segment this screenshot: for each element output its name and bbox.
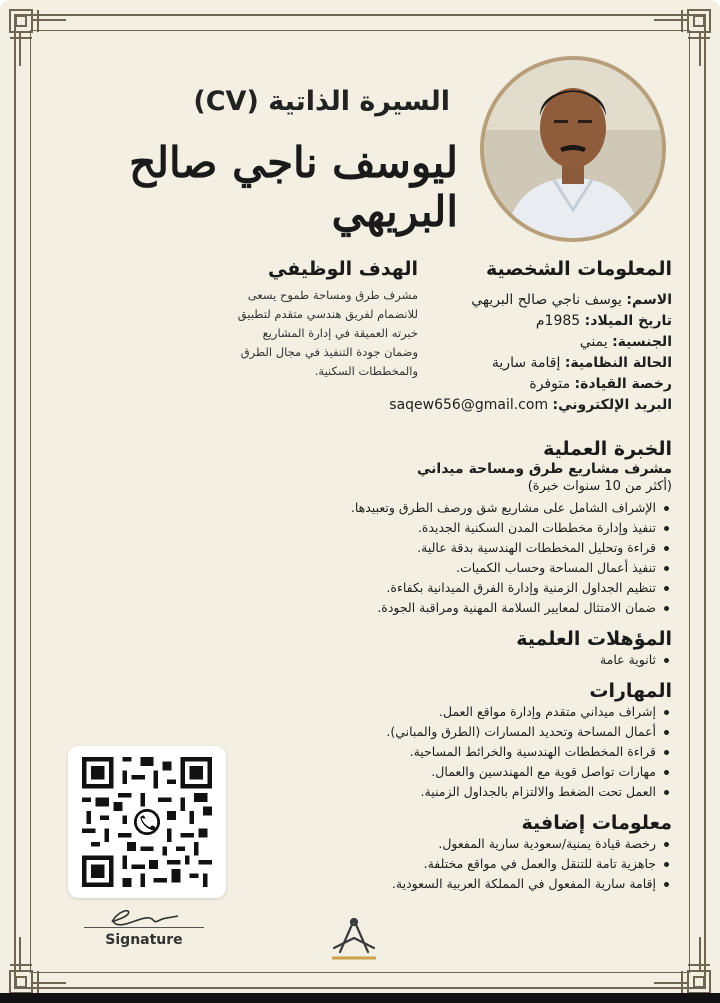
list-item: إقامة سارية المفعول في المملكة العربية السعودية. bbox=[242, 874, 656, 894]
experience-duration: (أكثر من 10 سنوات خبرة) bbox=[527, 479, 672, 494]
skills-heading: المهارات bbox=[589, 680, 672, 702]
main-column bbox=[242, 428, 672, 894]
list-item: مهارات تواصل قوية مع المهندسين والعمال. bbox=[242, 762, 656, 782]
list-item: الإشراف الشامل على مشاريع شق ورصف الطرق وتعبيدها. bbox=[242, 498, 656, 518]
career-goal-section bbox=[232, 258, 418, 381]
list-item: تنفيذ وإدارة مخططات المدن السكنية الجديدة. bbox=[242, 518, 656, 538]
list-item: العمل تحت الضغط والالتزام بالجداول الزمنية. bbox=[242, 782, 656, 802]
compass-square-emblem-icon bbox=[328, 914, 380, 962]
corner-ornament-icon bbox=[650, 6, 714, 70]
qr-code-icon[interactable] bbox=[80, 757, 214, 887]
info-line: البريد الإلكتروني: saqew656@gmail.com bbox=[389, 397, 672, 413]
signature-label: Signature bbox=[105, 932, 183, 948]
info-line: رخصة القيادة: متوفرة bbox=[529, 376, 672, 392]
bottom-bar bbox=[0, 993, 720, 1003]
corner-ornament-icon bbox=[6, 6, 70, 70]
list-item: قراءة وتحليل المخططات الهندسية بدقة عالية. bbox=[242, 538, 656, 558]
info-line: الحالة النظامية: إقامة سارية bbox=[491, 355, 672, 371]
corner-ornament-icon bbox=[6, 933, 70, 997]
person-name: ليوسف ناجي صالح البريهي bbox=[129, 138, 458, 236]
experience-list bbox=[242, 498, 672, 618]
list-item: قراءة المخططات الهندسية والخرائط المساحية. bbox=[242, 742, 656, 762]
list-item: رخصة قيادة يمنية/سعودية سارية المفعول. bbox=[242, 834, 656, 854]
info-line: الاسم: يوسف ناجي صالح البريهي bbox=[471, 292, 672, 308]
info-line: تاريخ الميلاد: 1985م bbox=[535, 313, 672, 329]
info-line: الجنسية: يمني bbox=[579, 334, 672, 350]
list-item: تنظيم الجداول الزمنية وإدارة الفرق الميدانية بكفاءة. bbox=[242, 578, 656, 598]
list-item: ضمان الامتثال لمعايير السلامة المهنية ومراقبة الجودة. bbox=[242, 598, 656, 618]
list-item: تنفيذ أعمال المساحة وحساب الكميات. bbox=[242, 558, 656, 578]
personal-info-heading: المعلومات الشخصية bbox=[485, 258, 672, 280]
education-heading: المؤهلات العلمية bbox=[516, 628, 672, 650]
list-item: إشراف ميداني متقدم وإدارة مواقع العمل. bbox=[242, 702, 656, 722]
person-portrait-icon bbox=[484, 60, 662, 238]
list-item: ثانوية عامة bbox=[242, 650, 656, 670]
list-item: جاهزية تامة للتنقل والعمل في مواقع مختلفة. bbox=[242, 854, 656, 874]
skills-list bbox=[242, 702, 672, 802]
education-list bbox=[242, 650, 672, 670]
additional-info-heading: معلومات إضافية bbox=[521, 812, 672, 834]
additional-info-list bbox=[242, 834, 672, 894]
experience-role: مشرف مشاريع طرق ومساحة ميداني bbox=[417, 461, 672, 477]
profile-photo bbox=[480, 56, 666, 242]
career-goal-text: مشرف طرق ومساحة طموح يسعى للانضمام لفريق هندسي متقدم لتطبيق خبرته العميقة في إدارة المشاريع وضمان جودة التنفيذ في مجال الطرق والمخططات السكنية. bbox=[237, 288, 418, 378]
corner-ornament-icon bbox=[650, 933, 714, 997]
email-link[interactable]: saqew656@gmail.com bbox=[389, 397, 549, 413]
list-item: أعمال المساحة وتحديد المسارات (الطرق والمباني). bbox=[242, 722, 656, 742]
cv-title: السيرة الذاتية (CV) bbox=[193, 86, 450, 117]
experience-heading: الخبرة العملية bbox=[543, 438, 672, 460]
career-goal-heading: الهدف الوظيفي bbox=[268, 258, 418, 280]
qr-code-card[interactable] bbox=[68, 746, 226, 898]
signature-line bbox=[84, 927, 204, 928]
